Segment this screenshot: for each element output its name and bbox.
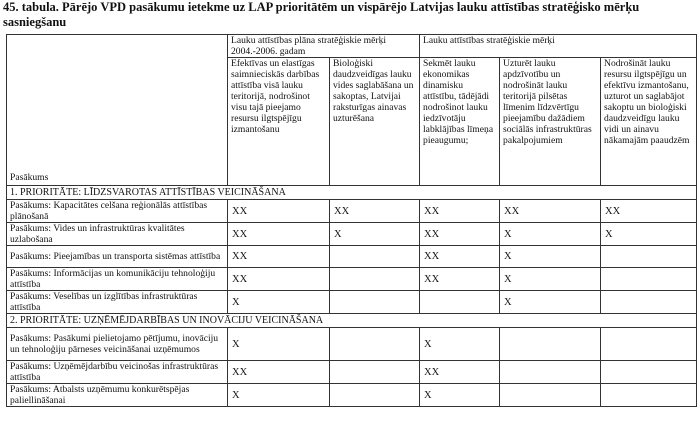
section-heading-row [7, 314, 697, 328]
column-header: Bioloģiski daudzveidīgas lauku vides saglabāšana un sakoptas, Latvijai raksturīgas ainavas uzturēšana [330, 58, 420, 186]
impact-mark: X [500, 246, 601, 268]
table-row [7, 200, 697, 223]
column-header: Uzturēt lauku apdzīvotību un nodrošināt lauku teritorijā pilsētas līmenim līdzvērtīgu pieejamību dažādiem sociālās infrastruktūras pakalpojumiem [500, 58, 601, 186]
measure-label: Pasākums: Informācijas un komunikāciju tehnoloģiju attīstība [7, 268, 228, 291]
row-label-header: Pasākums [7, 35, 228, 186]
measure-label: Pasākums: Pieejamības un transporta sistēmas attīstība [7, 246, 228, 268]
impact-mark [601, 361, 697, 384]
table-title: 45. tabula. Pārējo VPD pasākumu ietekme uz LAP prioritātēm un vispārējo Latvijas lauku attīstības stratēģisko mērķu sasniegšanu [3, 0, 640, 29]
impact-mark [330, 328, 420, 361]
impact-mark: XX [228, 268, 330, 291]
impact-mark: X [330, 223, 420, 246]
measure-label: Pasākums: Veselības un izglītības infrastruktūras attīstība [7, 291, 228, 314]
impact-mark: X [228, 384, 330, 407]
impact-table [6, 34, 697, 407]
table-row [7, 328, 697, 361]
measure-label: Pasākums: Kapacitātes celšana reģionālās attīstības plānošanā [7, 200, 228, 223]
impact-mark: XX [420, 268, 500, 291]
measure-label: Pasākums: Pasākumi pielietojamo pētījumu, inovāciju un tehnoloģiju pārneses veicināšanai uzņēmumos [7, 328, 228, 361]
impact-mark [330, 361, 420, 384]
impact-mark: X [228, 328, 330, 361]
section-body [7, 314, 697, 407]
group-header-plan: Lauku attīstības plāna stratēģiskie mērķi 2004.-2006. gadam [228, 35, 420, 58]
impact-mark: X [601, 223, 697, 246]
impact-mark [500, 361, 601, 384]
impact-mark: X [420, 328, 500, 361]
measure-label: Pasākums: Atbalsts uzņēmumu konkurētspējas paliellināšanai [7, 384, 228, 407]
table-row [7, 291, 697, 314]
table-row [7, 223, 697, 246]
impact-mark: X [500, 268, 601, 291]
section-heading-row [7, 186, 697, 200]
impact-mark: X [228, 291, 330, 314]
impact-mark [601, 246, 697, 268]
impact-mark [330, 268, 420, 291]
impact-mark [601, 268, 697, 291]
impact-mark [500, 384, 601, 407]
impact-mark [601, 328, 697, 361]
impact-mark: X [500, 291, 601, 314]
impact-mark: XX [228, 246, 330, 268]
measure-label: Pasākums: Vides un infrastruktūras kvalitātes uzlabošana [7, 223, 228, 246]
impact-mark: XX [500, 200, 601, 223]
impact-mark: XX [601, 200, 697, 223]
impact-mark [420, 291, 500, 314]
table-row [7, 246, 697, 268]
impact-mark: XX [228, 223, 330, 246]
group-header-strategy: Lauku attīstības stratēģiskie mērķi [420, 35, 697, 58]
impact-mark [330, 384, 420, 407]
column-header: Efektīvas un elastīgas saimnieciskās darbības attīstība visā lauku teritorijā, nodrošinot visu tajā pieejamo resursu ilgtspējīgu izmantošanu [228, 58, 330, 186]
impact-mark: XX [228, 361, 330, 384]
table-row [7, 268, 697, 291]
section-heading: 1. PRIORITĀTE: LĪDZSVAROTAS ATTĪSTĪBAS VEICINĀŠANA [7, 186, 697, 200]
column-header: Nodrošināt lauku resursu ilgtspējīgu un efektīvu izmantošanu, uzturot un saglabājot sakoptu un bioloģiski daudzveidīgu lauku vidi un ainavu nākamajām paaudzēm [601, 58, 697, 186]
table-row [7, 384, 697, 407]
impact-mark: XX [420, 246, 500, 268]
impact-mark [500, 328, 601, 361]
impact-mark [601, 384, 697, 407]
column-header: Sekmēt lauku ekonomikas dinamisku attīstību, tādējādi nodrošinot lauku iedzīvotāju labklājības līmeņa pieaugumu; [420, 58, 500, 186]
impact-mark: X [500, 223, 601, 246]
impact-mark: XX [420, 200, 500, 223]
impact-mark: X [420, 384, 500, 407]
impact-mark: XX [420, 361, 500, 384]
impact-mark [330, 291, 420, 314]
impact-mark: XX [420, 223, 500, 246]
table-row [7, 361, 697, 384]
impact-mark: XX [228, 200, 330, 223]
section-body [7, 186, 697, 314]
impact-mark [601, 291, 697, 314]
measure-label: Pasākums: Uzņēmējdarbību veicinošas infrastruktūras attīstība [7, 361, 228, 384]
impact-mark: XX [330, 200, 420, 223]
impact-mark [330, 246, 420, 268]
section-heading: 2. PRIORITĀTE: UZŅĒMĒJDARBĪBAS UN INOVĀCIJU VEICINĀŠANA [7, 314, 697, 328]
